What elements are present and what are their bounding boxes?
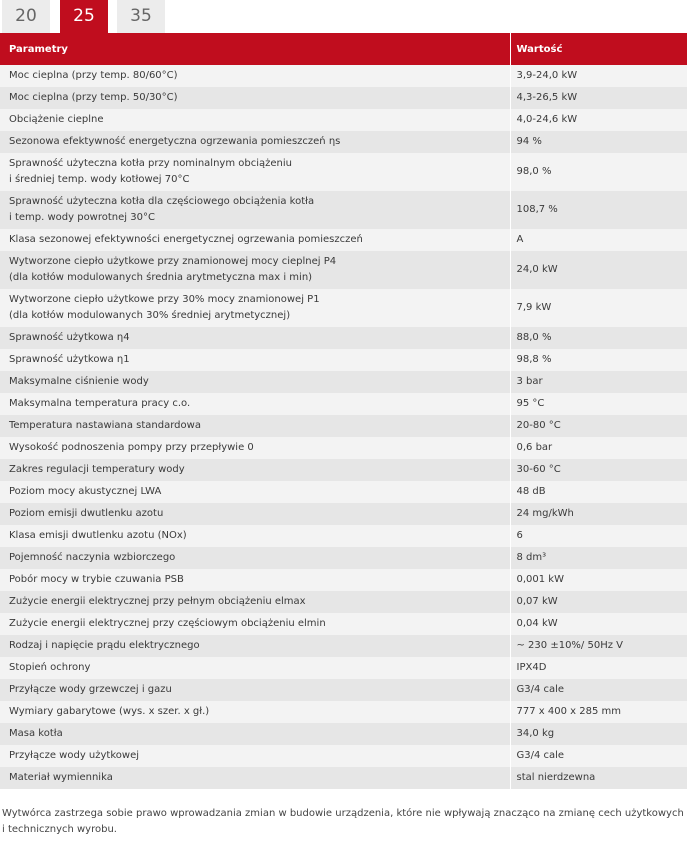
param-value: stal nierdzewna	[510, 767, 687, 789]
tab-model-25[interactable]: 25	[60, 0, 108, 33]
param-value: 24 mg/kWh	[510, 503, 687, 525]
param-value: 98,0 %	[510, 153, 687, 191]
param-label: Zużycie energii elektrycznej przy pełnym obciążeniu elmax	[0, 591, 510, 613]
table-row	[0, 547, 687, 569]
param-label: Poziom emisji dwutlenku azotu	[0, 503, 510, 525]
param-label: Moc cieplna (przy temp. 80/60°C)	[0, 65, 510, 87]
param-label: Sprawność użyteczna kotła dla częściowego obciążenia kotła i temp. wody powrotnej 30°C	[0, 191, 510, 229]
param-value: 4,3-26,5 kW	[510, 87, 687, 109]
table-row	[0, 229, 687, 251]
param-label: Poziom mocy akustycznej LWA	[0, 481, 510, 503]
table-row	[0, 327, 687, 349]
param-value: 3 bar	[510, 371, 687, 393]
table-row	[0, 393, 687, 415]
param-value: A	[510, 229, 687, 251]
header-parameters: Parametry	[0, 33, 510, 65]
param-label: Wymiary gabarytowe (wys. x szer. x gł.)	[0, 701, 510, 723]
param-value: IPX4D	[510, 657, 687, 679]
param-label: Wytworzone ciepło użytkowe przy znamionowej mocy cieplnej P4 (dla kotłów modulowanych średnia arytmetyczna max i min)	[0, 251, 510, 289]
table-row	[0, 767, 687, 789]
table-row	[0, 613, 687, 635]
param-value: 0,001 kW	[510, 569, 687, 591]
param-value: 8 dm³	[510, 547, 687, 569]
header-value: Wartość	[510, 33, 687, 65]
spec-table-header	[0, 33, 687, 65]
param-label: Maksymalne ciśnienie wody	[0, 371, 510, 393]
tab-model-20[interactable]: 20	[2, 0, 50, 33]
param-value: G3/4 cale	[510, 679, 687, 701]
param-label: Stopień ochrony	[0, 657, 510, 679]
table-row	[0, 87, 687, 109]
table-row	[0, 153, 687, 191]
param-label: Pobór mocy w trybie czuwania PSB	[0, 569, 510, 591]
param-label: Klasa sezonowej efektywności energetycznej ogrzewania pomieszczeń	[0, 229, 510, 251]
param-value: 6	[510, 525, 687, 547]
param-value: 3,9-24,0 kW	[510, 65, 687, 87]
spec-table	[0, 33, 687, 789]
param-value: 20-80 °C	[510, 415, 687, 437]
param-value: 4,0-24,6 kW	[510, 109, 687, 131]
table-row	[0, 251, 687, 289]
param-label: Przyłącze wody grzewczej i gazu	[0, 679, 510, 701]
param-label: Temperatura nastawiana standardowa	[0, 415, 510, 437]
param-value: G3/4 cale	[510, 745, 687, 767]
table-row	[0, 503, 687, 525]
param-label: Wysokość podnoszenia pompy przy przepływie 0	[0, 437, 510, 459]
param-label: Materiał wymiennika	[0, 767, 510, 789]
param-value: 94 %	[510, 131, 687, 153]
param-value: 0,07 kW	[510, 591, 687, 613]
table-row	[0, 701, 687, 723]
param-label: Zużycie energii elektrycznej przy częściowym obciążeniu elmin	[0, 613, 510, 635]
param-value: 34,0 kg	[510, 723, 687, 745]
table-row	[0, 109, 687, 131]
param-value: 0,6 bar	[510, 437, 687, 459]
table-row	[0, 679, 687, 701]
param-value: 30-60 °C	[510, 459, 687, 481]
table-row	[0, 635, 687, 657]
param-label: Rodzaj i napięcie prądu elektrycznego	[0, 635, 510, 657]
param-label: Moc cieplna (przy temp. 50/30°C)	[0, 87, 510, 109]
table-row	[0, 525, 687, 547]
table-row	[0, 371, 687, 393]
param-label: Wytworzone ciepło użytkowe przy 30% mocy znamionowej P1 (dla kotłów modulowanych 30% średniej arytmetycznej)	[0, 289, 510, 327]
table-row	[0, 437, 687, 459]
param-label: Sprawność użytkowa η1	[0, 349, 510, 371]
table-row	[0, 415, 687, 437]
param-value: 7,9 kW	[510, 289, 687, 327]
param-label: Maksymalna temperatura pracy c.o.	[0, 393, 510, 415]
table-row	[0, 349, 687, 371]
table-row	[0, 723, 687, 745]
param-label: Sprawność użyteczna kotła przy nominalnym obciążeniu i średniej temp. wody kotłowej 70°C	[0, 153, 510, 191]
table-row	[0, 657, 687, 679]
table-row	[0, 591, 687, 613]
model-tabs	[0, 0, 687, 33]
param-label: Masa kotła	[0, 723, 510, 745]
table-row	[0, 131, 687, 153]
footnote: Wytwórca zastrzega sobie prawo wprowadzania zmian w budowie urządzenia, które nie wpływają znacząco na zmianę cech użytkowych i technicznych wyrobu.	[2, 808, 684, 835]
param-value: 48 dB	[510, 481, 687, 503]
table-row	[0, 459, 687, 481]
param-label: Sprawność użytkowa η4	[0, 327, 510, 349]
param-value: 0,04 kW	[510, 613, 687, 635]
table-row	[0, 481, 687, 503]
table-row	[0, 289, 687, 327]
table-row	[0, 191, 687, 229]
param-value: 24,0 kW	[510, 251, 687, 289]
param-value: 777 x 400 x 285 mm	[510, 701, 687, 723]
param-label: Przyłącze wody użytkowej	[0, 745, 510, 767]
param-value: 108,7 %	[510, 191, 687, 229]
param-label: Klasa emisji dwutlenku azotu (NOx)	[0, 525, 510, 547]
table-row	[0, 65, 687, 87]
spec-table-body	[0, 65, 687, 789]
param-label: Obciążenie cieplne	[0, 109, 510, 131]
param-value: 95 °C	[510, 393, 687, 415]
param-value: 88,0 %	[510, 327, 687, 349]
param-value: ~ 230 ±10%/ 50Hz V	[510, 635, 687, 657]
param-value: 98,8 %	[510, 349, 687, 371]
table-row	[0, 569, 687, 591]
table-row	[0, 745, 687, 767]
param-label: Sezonowa efektywność energetyczna ogrzewania pomieszczeń ηs	[0, 131, 510, 153]
param-label: Zakres regulacji temperatury wody	[0, 459, 510, 481]
param-label: Pojemność naczynia wzbiorczego	[0, 547, 510, 569]
tab-model-35[interactable]: 35	[117, 0, 165, 33]
